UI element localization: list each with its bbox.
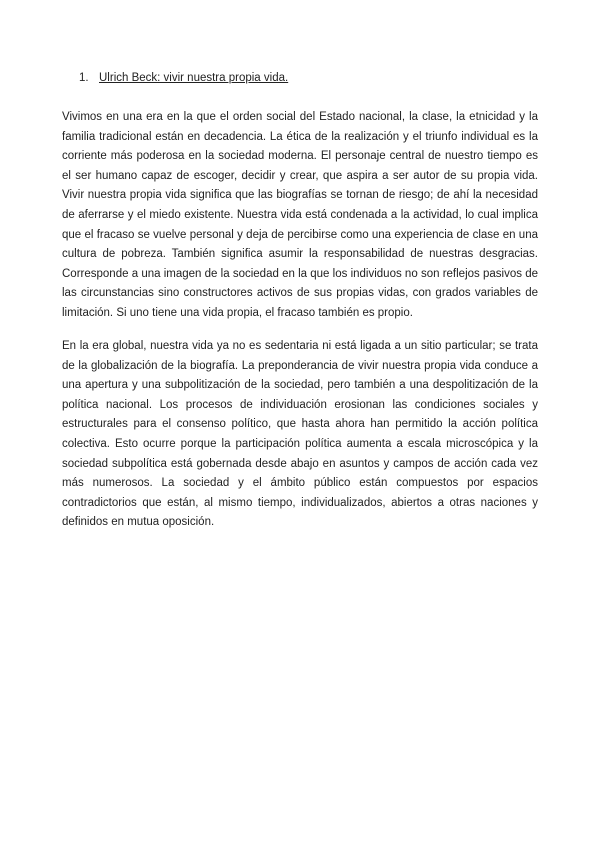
section-number: 1. xyxy=(79,72,89,84)
paragraph-1: Vivimos en una era en la que el orden social del Estado nacional, la clase, la etnicidad y la familia tradicional están en decadencia. La ética de la realización y el triunfo individual es la corriente más poderosa en la sociedad moderna. El personaje central de nuestro tiempo es el ser humano capaz de escoger, decidir y crear, que aspira a ser autor de su propia vida. Vivir nuestra propia vida significa que las biografías se tornan de riesgo; de ahí la necesidad de aferrarse y el miedo existente. Nuestra vida está condenada a la actividad, lo cual implica que el fracaso se vuelve personal y deja de percibirse como una experiencia de clase en una cultura de pobreza. También significa asumir la responsabilidad de nuestras desgracias. Corresponde a una imagen de la sociedad en la que los individuos no son reflejos pasivos de las circunstancias sino constructores activos de sus propias vidas, con grados variables de limitación. Si uno tiene una vida propia, el fracaso también es propio. xyxy=(62,111,538,319)
section-title: Ulrich Beck: vivir nuestra propia vida. xyxy=(99,72,289,84)
paragraph-2: En la era global, nuestra vida ya no es sedentaria ni está ligada a un sitio particular; se trata de la globalización de la biografía. La preponderancia de vivir nuestra propia vida conduce a una apertura y una subpolitización de la sociedad, pero también a una despolitización de la política nacional. Los procesos de individuación erosionan las condiciones sociales y estructurales para el consenso político, que hasta ahora han permitido la acción política colectiva. Esto ocurre porque la participación política aumenta a escala microscópica y la sociedad subpolítica está gobernada desde abajo en asuntos y campos de acción cada vez más numerosos. La sociedad y el ámbito público están compuestos por espacios contradictorios que están, al mismo tiempo, individualizados, abiertos a otras naciones y definidos en mutua oposición. xyxy=(62,340,538,529)
section-heading xyxy=(79,70,288,86)
